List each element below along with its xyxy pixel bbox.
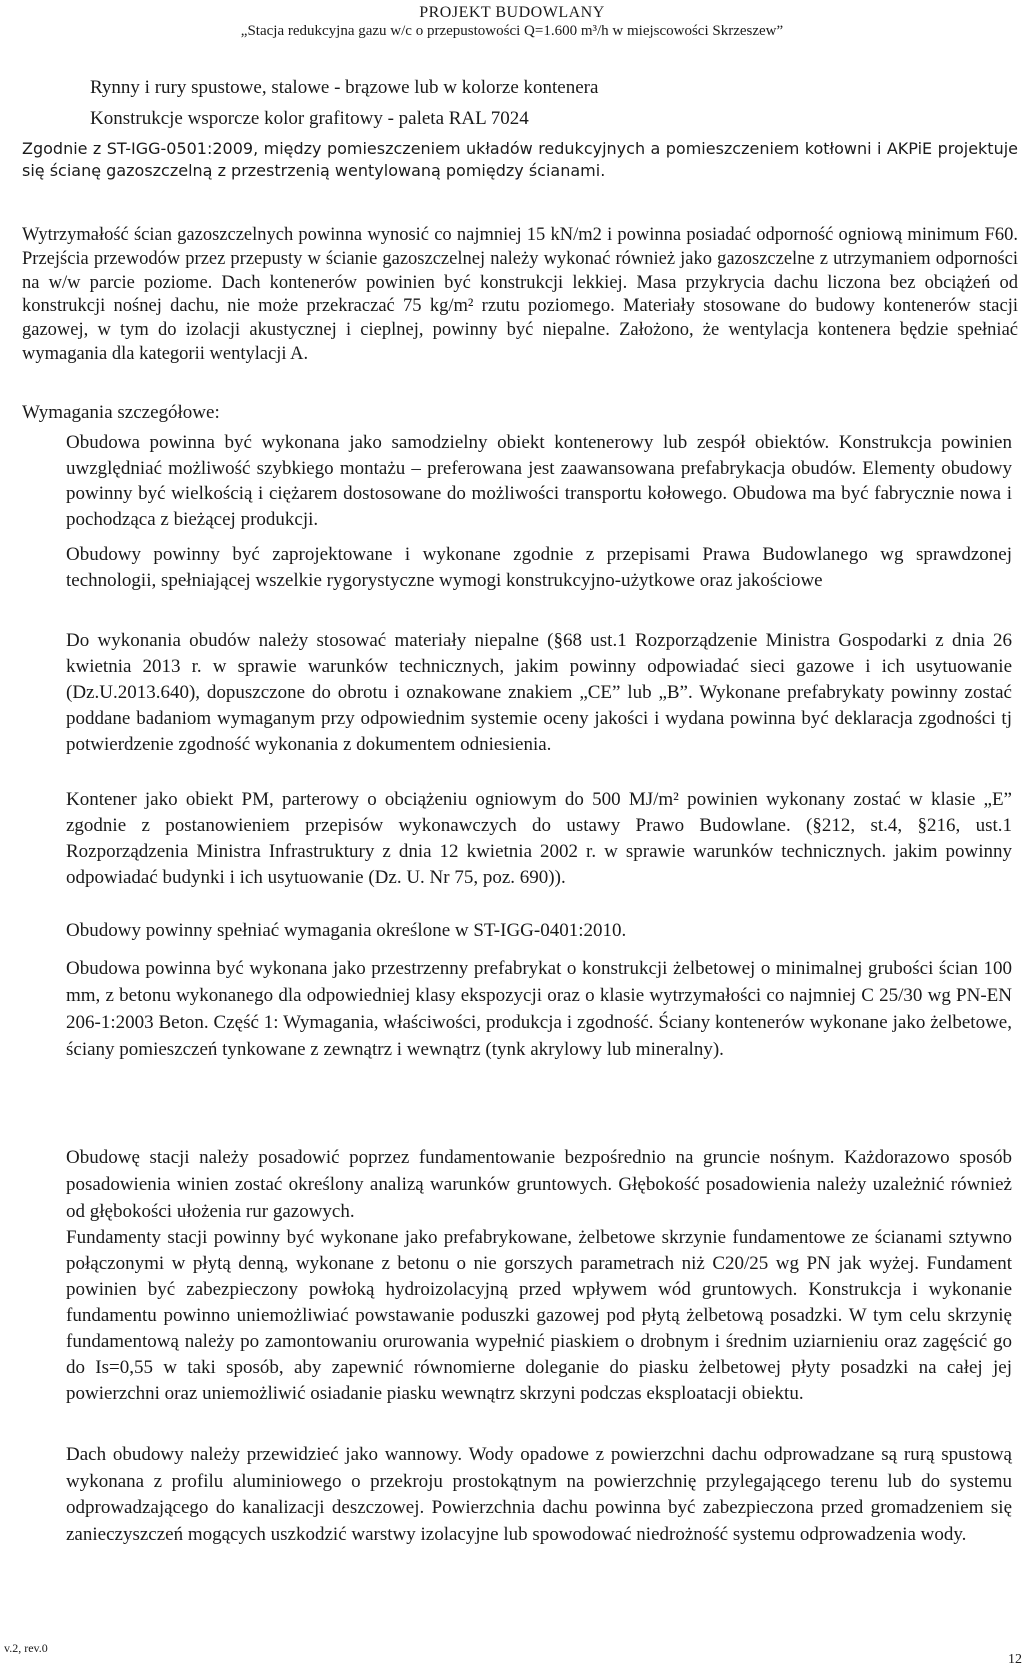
requirement-paragraph: Do wykonania obudów należy stosować materiały niepalne (§68 ust.1 Rozporządzenie Ministra Gospodarki z dnia 26 kwietnia 2013 r. w sprawie warunków technicznych, jakim powinny odpowiadać sieci gazowe i ich usytuowanie (Dz.U.2013.640), dopuszczone do obrotu i oznakowane znakiem „CE” lub „B”. Wykonane prefabrykaty powinny zostać poddane badaniom wymaganym przy odpowiednim systemie oceny jakości i wydana powinna być deklaracja zgodności tj potwierdzenie zgodność wykonania z dokumentem odniesienia. [66,630,1012,755]
intro-line-gutters: Rynny i rury spustowe, stalowe - brązowe lub w kolorze kontenera [90,77,599,98]
project-title: PROJEKT BUDOWLANY [419,4,605,21]
project-subtitle: „Stacja redukcyjna gazu w/c o przepustowości Q=1.600 m³/h w miejscowości Skrzeszew” [240,23,784,39]
requirement-paragraph: Obudowy powinny spełniać wymagania określone w ST-IGG-0401:2010. [66,920,627,941]
page-number: 12 [1008,1652,1022,1667]
intro-paragraph-walls-roof: Wytrzymałość ścian gazoszczelnych powinna wynosić co najmniej 15 kN/m2 i powinna posiadać odporność ogniową minimum F60. Przejścia przewodów przez przepusty w ścianie gazoszczelnej należy wykonać również jako gazoszczelne z utrzymaniem odporności na w/w parcie poziome. Dach kontenerów powinien być konstrukcji lekkiej. Masa przykrycia dachu liczona bez obciążeń od konstrukcji nośnej dachu, nie może przekraczać 75 kg/m² rzutu poziomego. Materiały stosowane do budowy kontenerów stacji gazowej, w tym do izolacji akustycznej i cieplnej, powinny być niepalne. Założono, że wentylacja kontenera będzie spełniać wymagania dla kategorii wentylacji A. [22,225,1018,364]
requirement-paragraph: Obudowę stacji należy posadowić poprzez fundamentowanie bezpośrednio na gruncie nośnym. Każdorazowo sposób posadowienia winien zostać określony analizą warunków gruntowych. Głębokość posadowienia należy uzależnić również od głębokości ułożenia rur gazowych. [66,1147,1012,1222]
intro-paragraph-gastight-wall: Zgodnie z ST-IGG-0501:2009, między pomieszczeniem układów redukcyjnych a pomieszczeniem kotłowni i AKPiE projektuje się ścianę gazoszczelną z przestrzenią wentylowaną pomiędzy ścianami. [22,139,1018,181]
intro-line-supports: Konstrukcje wsporcze kolor grafitowy - paleta RAL 7024 [90,108,529,129]
requirement-paragraph: Obudowa powinna być wykonana jako przestrzenny prefabrykat o konstrukcji żelbetowej o minimalnej grubości ścian 100 mm, z betonu wykonanego dla odpowiedniej klasy ekspozycji oraz o klasie wytrzymałości co najmniej C 25/30 wg PN-EN 206-1:2003 Beton. Część 1: Wymagania, właściwości, produkcja i zgodność. Ściany kontenerów wykonane jako żelbetowe, ściany pomieszczeń tynkowane z zewnątrz i wewnątrz (tynk akrylowy lub mineralny). [66,958,1012,1060]
requirement-paragraph: Obudowy powinny być zaprojektowane i wykonane zgodnie z przepisami Prawa Budowlanego wg sprawdzonej technologii, spełniającej wszelkie rygorystyczne wymogi konstrukcyjno-użytkowe oraz jakościowe [66,544,1012,591]
document-version: v.2, rev.0 [4,1641,48,1655]
requirement-paragraph: Dach obudowy należy przewidzieć jako wannowy. Wody opadowe z powierzchni dachu odprowadzane są rurą spustową wykonana z profilu aluminiowego o przekroju prostokątnym na powierzchnię przylegającego terenu lub do systemu odprowadzającego do kanalizacji deszczowej. Powierzchnia dachu powinna być zabezpieczona przed gromadzeniem się zanieczyszczeń mogących uszkodzić warstwy izolacyjne lub spowodować niedrożność systemu odprowadzenia wody. [66,1444,1012,1545]
requirements-heading: Wymagania szczegółowe: [22,402,220,423]
page-header [0,4,1024,40]
requirement-paragraph: Kontener jako obiekt PM, parterowy o obciążeniu ogniowym do 500 MJ/m² powinien wykonany zostać w klasie „E” zgodnie z postanowieniem przepisów wykonawczych do ustawy Prawo Budowlane. (§212, st.4, §216, ust.1 Rozporządzenia Ministra Infrastruktury z dnia 12 kwietnia 2002 r. w sprawie warunków technicznych. jakim powinny odpowiadać budynki i ich usytuowanie (Dz. U. Nr 75, poz. 690)). [66,789,1012,888]
requirement-paragraph: Obudowa powinna być wykonana jako samodzielny obiekt kontenerowy lub zespół obiektów. Konstrukcja powinien uwzględniać możliwość szybkiego montażu – preferowana jest zaawansowana prefabrykacja obudów. Elementy obudowy powinny być wielkością i ciężarem dostosowane do możliwości transportu kołowego. Obudowa ma być fabrycznie nowa i pochodząca z bieżącej produkcji. [66,432,1012,530]
requirement-paragraph: Fundamenty stacji powinny być wykonane jako prefabrykowane, żelbetowe skrzynie fundamentowe ze ścianami sztywno połączonymi w płytą denną, wykonane z betonu o nie gorszych parametrach niż C20/25 wg PN jak wyżej. Fundament powinien być zabezpieczony powłoką hydroizolacyjną przed wpływem wód gruntowych. Konstrukcja i wykonanie fundamentu powinno uniemożliwiać powstawanie poduszki gazowej pod płytą żelbetową posadzki. W tym celu skrzynię fundamentową należy po zamontowaniu orurowania wypełnić piaskiem o drobnym i średnim uziarnieniu oraz zagęścić go do Is=0,55 w taki sposób, aby zapewnić równomierne doleganie do piasku żelbetowej płyty posadzki na całej jej powierzchni oraz uniemożliwić osiadanie piasku wewnątrz skrzyni podczas eksploatacji obiektu. [66,1227,1012,1404]
